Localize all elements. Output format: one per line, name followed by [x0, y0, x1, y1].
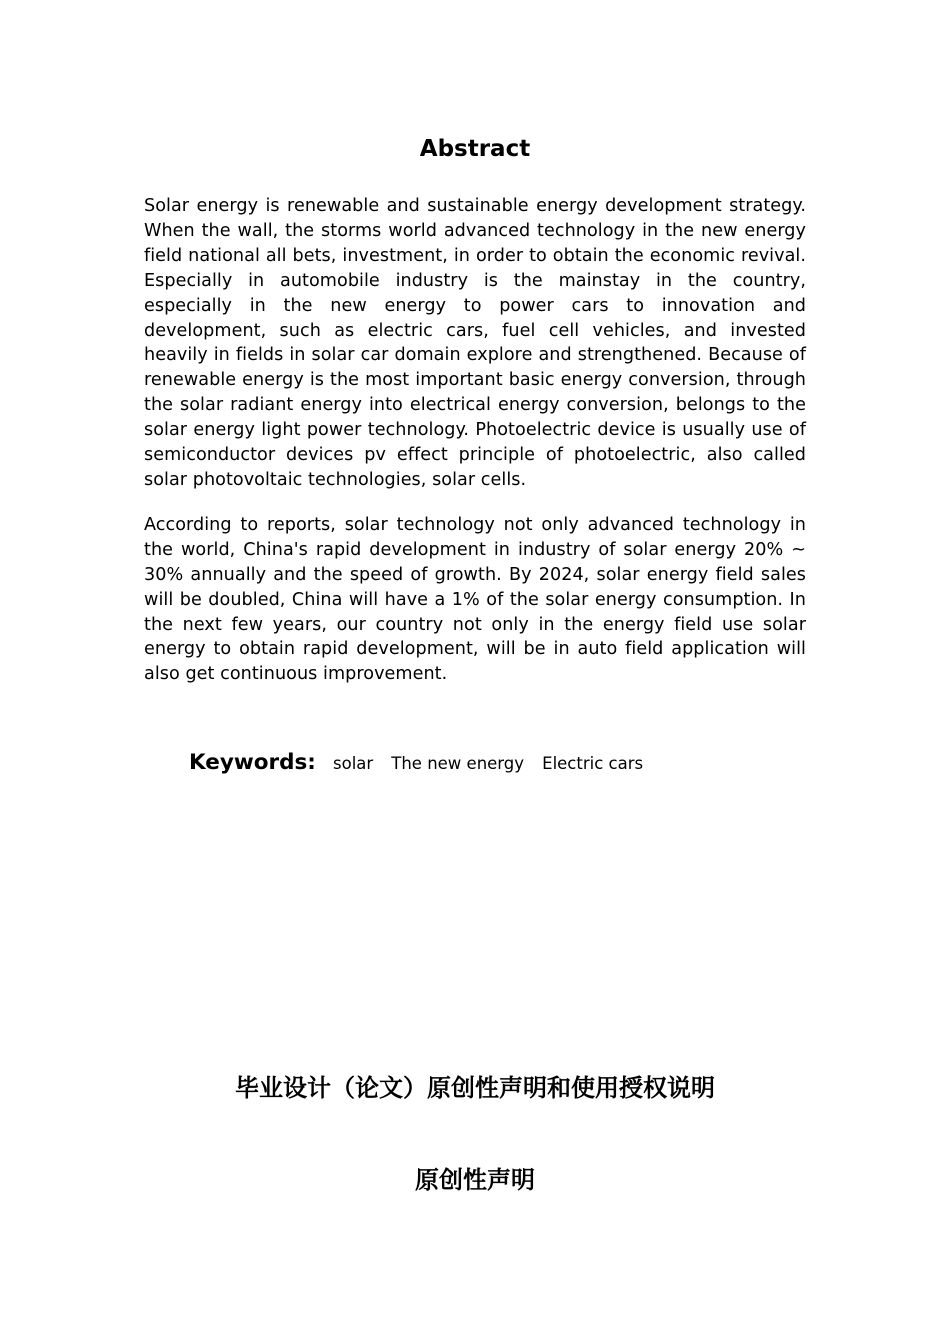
keywords-label: Keywords: [189, 750, 316, 775]
abstract-paragraph: According to reports, solar technology not only advanced technology in the world, China's rapid development in industry of solar energy 20% ~ 30% annually and the speed of growth. By 2024, solar energy field sales will be doubled, China will have a 1% of the solar energy consumption. In the next few years, our country not only in the energy field use solar energy to obtain rapid development, will be in auto field application will also get continuous improvement. [144, 514, 806, 685]
keyword-item: The new energy [391, 754, 525, 773]
keyword-item: solar [333, 754, 374, 773]
originality-title: 原创性声明 [415, 1166, 535, 1194]
abstract-paragraph: Solar energy is renewable and sustainable energy development strategy. When the wall, the storms world advanced technology in the new energy field national all bets, investment, in order to obtain the economic revival. Especially in automobile industry is the mainstay in the country, especially in the new energy to power cars to innovation and development, such as electric cars, fuel cell vehicles, and invested heavily in fields in solar car domain explore and strengthened. Because of renewable energy is the most important basic energy conversion, through the solar radiant energy into electrical energy conversion, belongs to the solar energy light power technology. Photoelectric device is usually use of semiconductor devices pv effect principle of photoelectric, also called solar photovoltaic technologies, solar cells. [144, 196, 806, 490]
keywords-line [189, 748, 656, 779]
abstract-body [144, 194, 806, 707]
declaration-title: 毕业设计（论文）原创性声明和使用授权说明 [235, 1074, 715, 1102]
keyword-item: Electric cars [542, 754, 644, 773]
abstract-title: Abstract [419, 136, 531, 162]
